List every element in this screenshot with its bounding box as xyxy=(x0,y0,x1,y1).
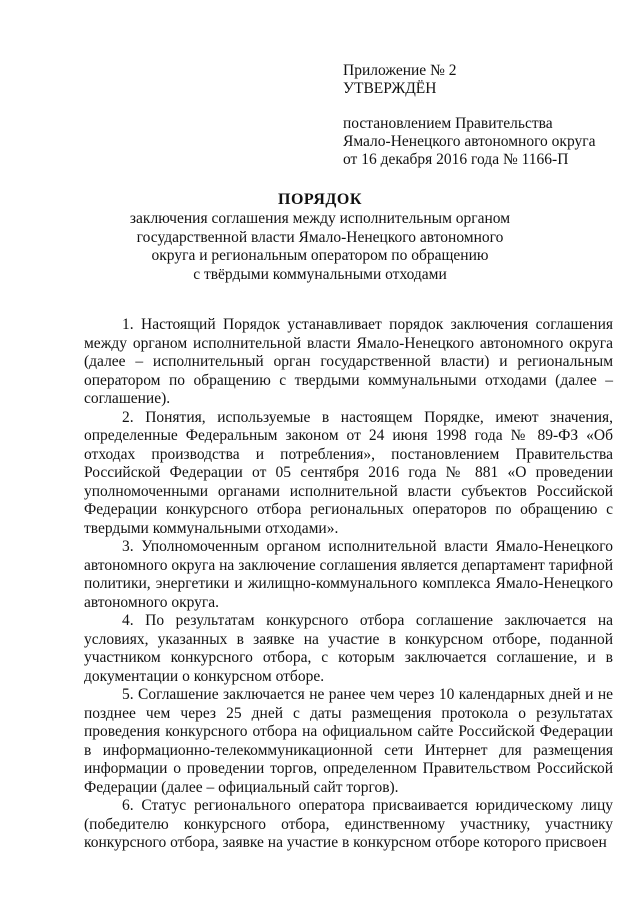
approval-by-line-3: от 16 декабря 2016 года № 1166-П xyxy=(343,151,569,168)
subtitle-line-2: государственной власти Ямало-Ненецкого автономного xyxy=(136,228,504,246)
approval-block xyxy=(343,62,595,169)
approval-by-line-1: постановлением Правительства xyxy=(343,115,553,132)
approval-by-line-2: Ямало-Ненецкого автономного округа xyxy=(343,133,596,150)
subtitle-line-3: округа и региональным оператором по обращению xyxy=(151,247,489,264)
document-title: ПОРЯДОК xyxy=(278,191,362,208)
paragraph-5: 5. Соглашение заключается не ранее чем через 10 календарных дней и не позднее чем через 25 дней с даты размещения протокола о результатах проведения конкурсного отбора на официальном сайте Российской Федерации в информационно-телекоммуникационной сети Интернет для размещения информации о проведении торгов, определенном Правительством Российской Федерации (далее – официальный сайт торгов). xyxy=(84,686,613,796)
document-subtitle xyxy=(120,210,520,284)
paragraph-1: 1. Настоящий Порядок устанавливает порядок заключения соглашения между органом исполнительной власти Ямало-Ненецкого автономного округа (далее – исполнительный орган государственной власти) и региональным оператором по обращению с твердыми коммунальными отходами (далее – соглашение). xyxy=(84,316,613,407)
subtitle-line-4: с твёрдыми коммунальными отходами xyxy=(193,265,447,283)
paragraph-2: 2. Понятия, используемые в настоящем Порядке, имеют значения, определенные Федеральным законом от 24 июня 1998 года № 89-ФЗ «Об отходах производства и потребления», постановлением Правительства Российской Федерации от 05 сентября 2016 года № 881 «О проведении уполномоченными органами исполнительной власти субъектов Российской Федерации конкурсного отбора региональных операторов по обращению с твердыми коммунальными отходами». xyxy=(84,408,613,537)
document-body xyxy=(84,316,613,853)
approved-stamp-text: УТВЕРЖДЁН xyxy=(343,80,437,97)
subtitle-line-1: заключения соглашения между исполнительным органом xyxy=(129,210,511,227)
paragraph-3: 3. Уполномоченным органом исполнительной власти Ямало-Ненецкого автономного округа на заключение соглашения является департамент тарифной политики, энергетики и жилищно-коммунального комплекса Ямало-Ненецкого автономного округа. xyxy=(84,538,613,611)
paragraph-4: 4. По результатам конкурсного отбора соглашение заключается на условиях, указанных в заявке на участие в конкурсном отборе, поданной участником конкурсного отбора, с которым заключается соглашение, и в документации о конкурсном отборе. xyxy=(84,612,613,685)
approval-spacer xyxy=(343,98,595,115)
appendix-number: Приложение № 2 xyxy=(343,62,457,79)
paragraph-6: 6. Статус регионального оператора присваивается юридическому лицу (победителю конкурсного отбора, единственному участнику, участнику конкурсного отбора, заявке на участие в конкурсном отборе которого присвоен xyxy=(84,797,613,851)
